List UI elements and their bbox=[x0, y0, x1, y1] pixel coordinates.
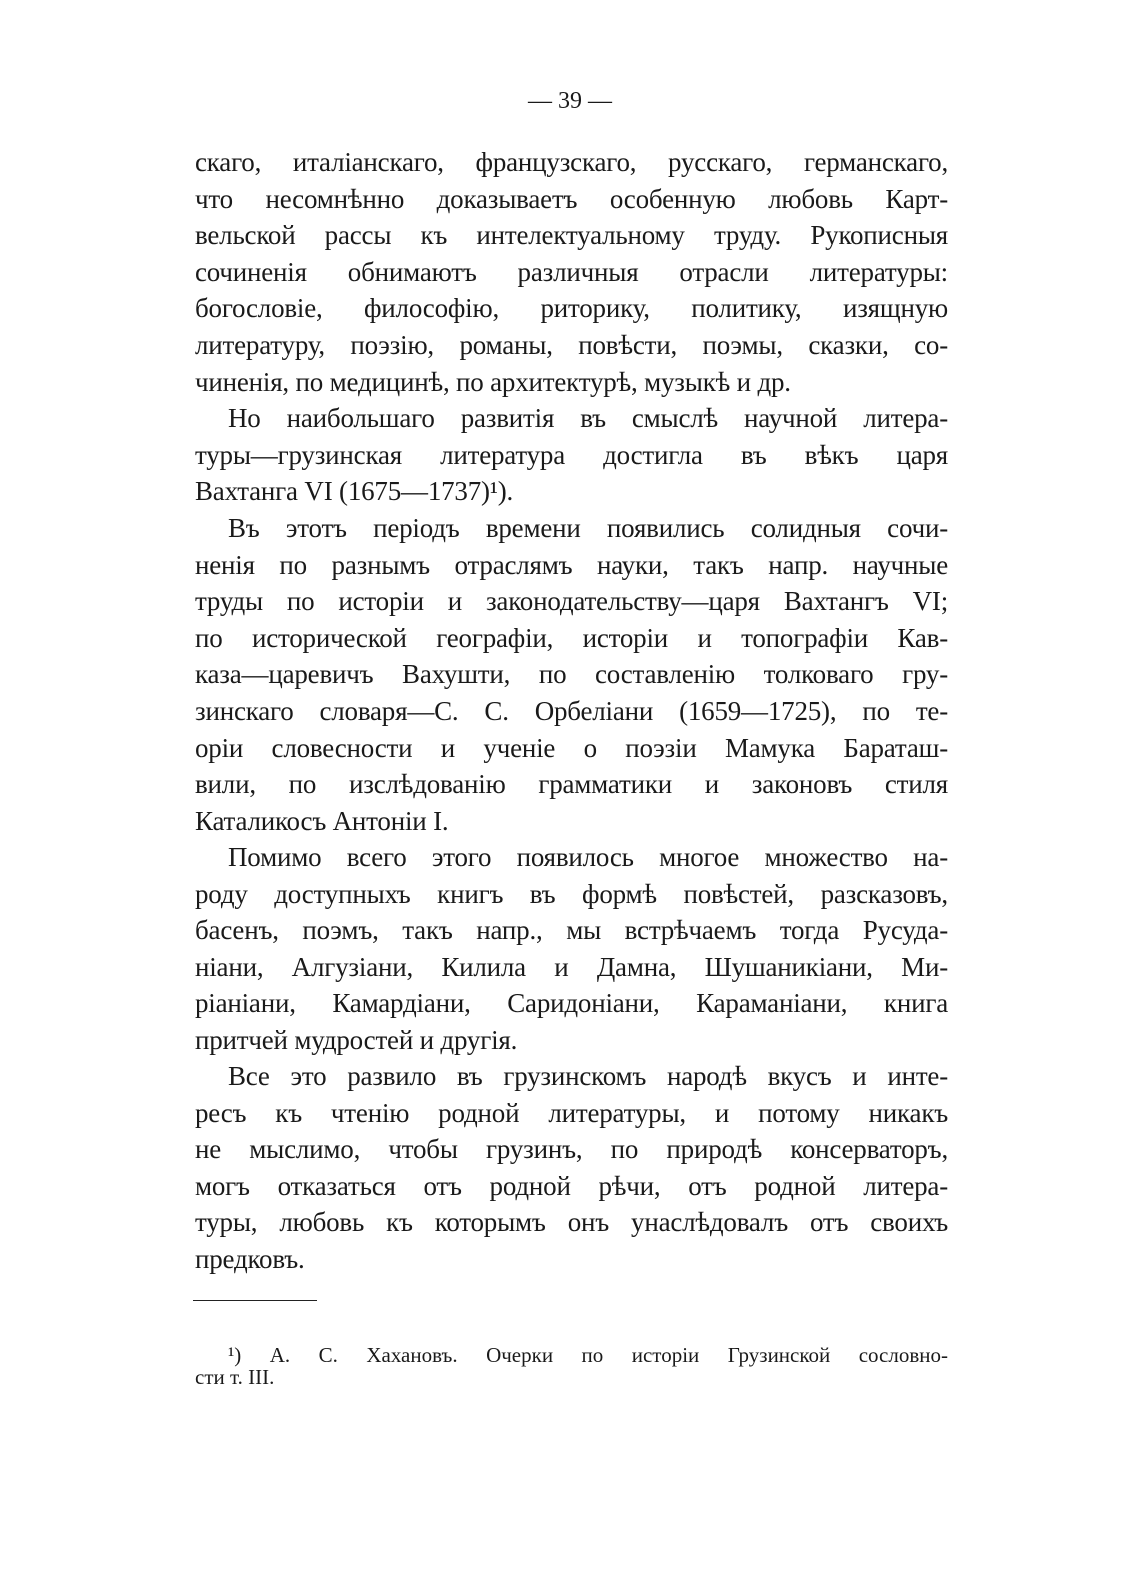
paragraph-line: богословіе, философію, риторику, политику, изящную bbox=[195, 293, 948, 324]
paragraph-line: ніани, Алгузіани, Килила и Дамна, Шушаникіани, Ми- bbox=[195, 951, 948, 982]
paragraph-line: по исторической географіи, исторіи и топографіи Кав- bbox=[195, 622, 948, 653]
paragraph-line: притчей мудростей и другія. bbox=[195, 1025, 518, 1055]
paragraph-line: ріаніани, Камардіани, Саридоніани, Караманіани, книга bbox=[195, 988, 948, 1019]
paragraph-line: вили, по изслѣдованію грамматики и законовъ стиля bbox=[195, 769, 948, 800]
footnote-divider bbox=[193, 1300, 317, 1301]
paragraph-line: Помимо всего этого появилось многое множество на- bbox=[228, 842, 948, 872]
paragraph-line: ненія по разнымъ отраслямъ науки, такъ напр. научные bbox=[195, 549, 948, 580]
page-number: — 39 — bbox=[528, 88, 612, 114]
paragraph-line: Но наибольшаго развитія въ смыслѣ научной литера- bbox=[228, 403, 948, 433]
paragraph-line: туры—грузинская литература достигла въ вѣкъ царя bbox=[195, 439, 948, 470]
paragraph-line: чиненія, по медицинѣ, по архитектурѣ, музыкѣ и др. bbox=[195, 366, 791, 397]
paragraph-line: Вахтанга VI (1675—1737)¹). bbox=[195, 476, 514, 507]
paragraph-line: предковъ. bbox=[195, 1244, 305, 1274]
paragraph-line: не мыслимо, чтобы грузинъ, по природѣ консерваторъ, bbox=[195, 1134, 948, 1165]
paragraph-line: могъ отказаться отъ родной рѣчи, отъ родной литера- bbox=[195, 1170, 948, 1201]
paragraph-line: ресъ къ чтенію родной литературы, и потому никакъ bbox=[195, 1097, 948, 1128]
paragraph-line: Все это развило въ грузинскомъ народѣ вкусъ и инте- bbox=[228, 1061, 948, 1091]
paragraph-line: вельской рассы къ интелектуальному труду. Рукописныя bbox=[195, 220, 948, 251]
footnote-line: сти т. III. bbox=[195, 1365, 275, 1389]
paragraph-line: что несомнѣнно доказываетъ особенную любовь Карт- bbox=[195, 183, 948, 214]
paragraph-line: туры, любовь къ которымъ онъ унаслѣдовалъ отъ своихъ bbox=[195, 1207, 948, 1238]
paragraph-line: роду доступныхъ книгъ въ формѣ повѣстей, разсказовъ, bbox=[195, 878, 948, 909]
paragraph-line: скаго, италіанскаго, французскаго, русскаго, германскаго, bbox=[195, 147, 948, 177]
footnote-line: ¹) А. С. Хахановъ. Очерки по исторіи Грузинской сословно- bbox=[228, 1343, 948, 1367]
paragraph-line: каза—царевичъ Вахушти, по составленію толковаго гру- bbox=[195, 659, 948, 690]
paragraph-line: литературу, поэзію, романы, повѣсти, поэмы, сказки, со- bbox=[195, 330, 948, 360]
paragraph-line: труды по исторіи и законодательству—царя Вахтангъ VI; bbox=[195, 586, 948, 617]
paragraph-line: сочиненія обнимаютъ различныя отрасли литературы: bbox=[195, 256, 948, 287]
paragraph-line: басенъ, поэмъ, такъ напр., мы встрѣчаемъ тогда Русуда- bbox=[195, 915, 948, 946]
paragraph-line: Каталикосъ Антоніи I. bbox=[195, 805, 449, 836]
paragraph-line: Въ этотъ періодъ времени появились солидныя сочи- bbox=[228, 513, 948, 543]
paragraph-line: зинскаго словаря—С. С. Орбеліани (1659—1725), по те- bbox=[195, 696, 948, 726]
paragraph-line: оріи словесности и ученіе о поэзіи Мамука Бараташ- bbox=[195, 732, 948, 763]
